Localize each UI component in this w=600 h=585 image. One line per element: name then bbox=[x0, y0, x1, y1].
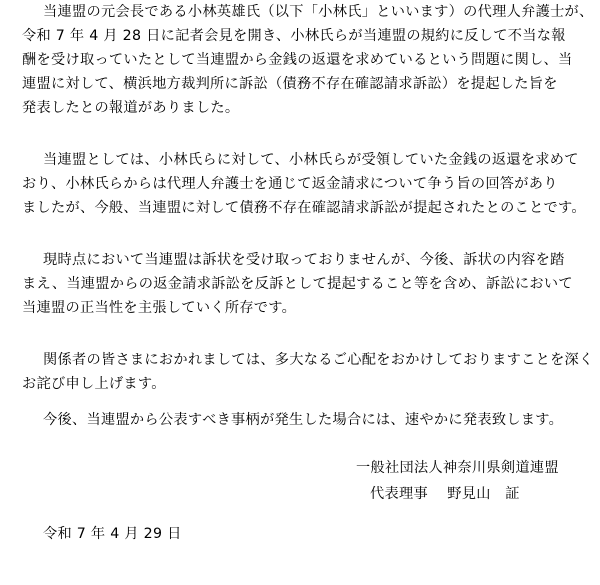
organization-name: 一般社団法人神奈川県剣道連盟 bbox=[356, 460, 559, 476]
text-line: おり、小林氏らからは代理人弁護士を通じて返金請求について争う旨の回答があり bbox=[22, 176, 558, 192]
text-line: まえ、当連盟からの返金請求訴訟を反訴として提起すること等を含め、訴訟において bbox=[22, 276, 573, 292]
text-line: 現時点において当連盟は訴状を受け取っておりませんが、今後、訴状の内容を踏 bbox=[43, 252, 565, 268]
text-line: 関係者の皆さまにおかれましては、多大なるご心配をおかけしておりますことを深く bbox=[43, 352, 594, 368]
text-line: 今後、当連盟から公表すべき事柄が発生した場合には、速やかに発表致します。 bbox=[43, 412, 564, 428]
text-line: 当連盟の元会長である小林英雄氏（以下「小林氏」といいます）の代理人弁護士が、 bbox=[43, 4, 594, 20]
text-line: 当連盟の正当性を主張していく所存です。 bbox=[22, 300, 297, 316]
text-line: 連盟に対して、横浜地方裁判所に訴訟（債務不存在確認請求訴訟）を提起した旨を bbox=[22, 76, 558, 92]
document-date: 令和 7 年 4 月 29 日 bbox=[43, 526, 182, 542]
text-line: 酬を受け取っていたとして当連盟から金銭の返還を求めているという問題に関し、当 bbox=[22, 52, 573, 68]
representative-name: 代表理事 野見山 証 bbox=[370, 486, 520, 502]
text-line: 令和 7 年 4 月 28 日に記者会見を開き、小林氏らが当連盟の規約に反して不当な報 bbox=[22, 28, 566, 44]
text-line: 当連盟としては、小林氏らに対して、小林氏らが受領していた金銭の返還を求めて bbox=[43, 152, 579, 168]
text-line: 発表したとの報道がありました。 bbox=[22, 100, 240, 116]
text-line: ましたが、今般、当連盟に対して債務不存在確認請求訴訟が提起されたとのことです。 bbox=[22, 200, 586, 216]
text-line: お詫び申し上げます。 bbox=[22, 376, 166, 392]
